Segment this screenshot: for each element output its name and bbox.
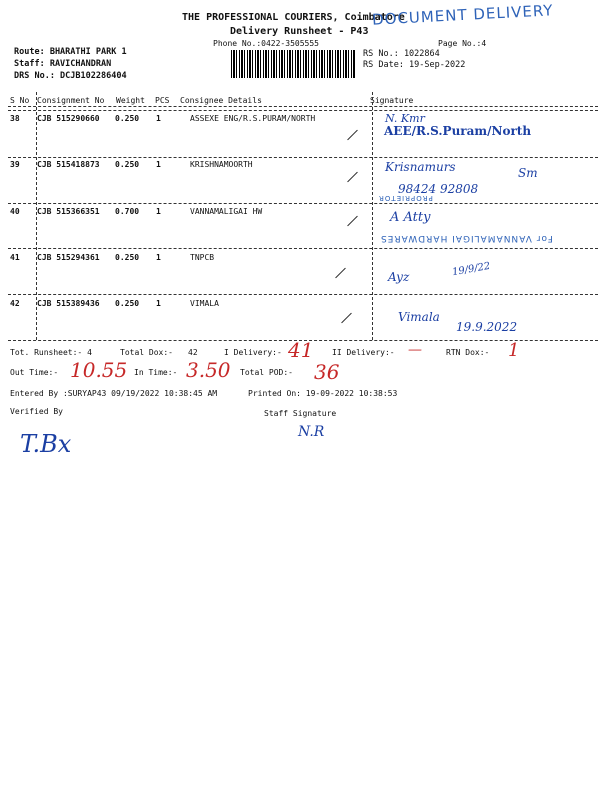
out-time-value: 10.55 <box>70 358 128 382</box>
entered-by: Entered By :SURYAP43 09/19/2022 10:38:45 AM <box>10 389 218 398</box>
total-dox-value: 42 <box>188 348 198 357</box>
signature-scribble: Ayz <box>388 270 410 284</box>
check-mark <box>347 130 358 141</box>
row-pcs: 1 <box>156 114 161 123</box>
check-mark <box>341 313 352 324</box>
drs-number: DRS No.: DCJB102286404 <box>14 71 127 81</box>
printed-on: Printed On: 19-09-2022 10:38:53 <box>248 389 398 398</box>
in-time-value: 3.50 <box>186 358 231 382</box>
row-consignment: CJB 515366351 <box>37 207 100 216</box>
check-mark <box>347 172 358 183</box>
row-sno: 38 <box>10 114 20 123</box>
signature-scribble: Krisnamurs <box>385 160 456 174</box>
signature-phone: 98424 92808 <box>398 182 479 196</box>
row-consignee: VIMALA <box>190 299 219 308</box>
col-weight: Weight <box>116 96 145 105</box>
col-sno: S No <box>10 96 30 105</box>
in-time-label: In Time:- <box>134 368 178 377</box>
hardwares-stamp: For VANNAMALIGAI HARDWARES <box>380 233 553 243</box>
staff: Staff: RAVICHANDRAN <box>14 59 112 69</box>
row-weight: 0.250 <box>115 160 140 169</box>
row-pcs: 1 <box>156 207 161 216</box>
ii-delivery-value: — <box>408 342 422 358</box>
row-pcs: 1 <box>156 299 161 308</box>
staff-signature-scribble: N.R <box>298 424 325 440</box>
row-sno: 40 <box>10 207 20 216</box>
row-weight: 0.250 <box>115 299 140 308</box>
signature-scribble: Sm <box>518 166 538 180</box>
verified-by-label: Verified By <box>10 407 63 416</box>
check-mark <box>335 268 346 279</box>
row-consignee: ASSEXE ENG/R.S.PURAM/NORTH <box>190 114 316 123</box>
route: Route: BHARATHI PARK 1 <box>14 47 127 57</box>
signature-stamp-text: AEE/R.S.Puram/North <box>384 124 532 138</box>
row-pcs: 1 <box>156 160 161 169</box>
row-consignee: TNPCB <box>190 253 215 262</box>
rtn-dox-label: RTN Dox:- <box>446 348 490 357</box>
signature-date: 19/9/22 <box>451 260 492 279</box>
row-sno: 42 <box>10 299 20 308</box>
row-consignment: CJB 515294361 <box>37 253 100 262</box>
signature-date: 19.9.2022 <box>456 320 518 334</box>
document-title: Delivery Runsheet - P43 <box>230 26 369 37</box>
col-signature: Signature <box>370 96 414 105</box>
barcode <box>231 50 355 78</box>
total-pod-value: 36 <box>314 360 340 384</box>
row-consignment: CJB 515418873 <box>37 160 100 169</box>
document-delivery-stamp: DOCUMENT DELIVERY <box>371 1 554 29</box>
tot-runsheet: Tot. Runsheet:- 4 <box>10 348 92 357</box>
signature-scribble: Vimala <box>398 310 440 324</box>
check-mark <box>347 216 358 227</box>
row-pcs: 1 <box>156 253 161 262</box>
col-pcs: PCS <box>155 96 170 105</box>
row-consignment: CJB 515389436 <box>37 299 100 308</box>
i-delivery-value: 41 <box>288 338 314 362</box>
col-consignment: Consignment No <box>37 96 105 105</box>
rtn-dox-value: 1 <box>508 340 520 361</box>
row-weight: 0.250 <box>115 253 140 262</box>
page-number: Page No.:4 <box>438 39 487 48</box>
total-dox-label: Total Dox:- <box>120 348 173 357</box>
phone-number: Phone No.:0422-3505555 <box>213 39 319 48</box>
rs-date: RS Date: 19-Sep-2022 <box>363 60 466 70</box>
row-weight: 0.700 <box>115 207 140 216</box>
row-consignee: KRISHNAMOORTH <box>190 160 253 169</box>
i-delivery-label: I Delivery:- <box>224 348 282 357</box>
verified-signature: T.Bx <box>20 430 72 458</box>
company-name: THE PROFESSIONAL COURIERS, Coimbatore <box>182 12 405 23</box>
staff-signature-label: Staff Signature <box>264 409 337 418</box>
rs-number: RS No.: 1022864 <box>363 49 440 59</box>
signature-scribble: N. Kmr <box>385 112 425 125</box>
row-sno: 41 <box>10 253 20 262</box>
proprietor-stamp: PROPRIETOR <box>378 194 433 202</box>
row-consignment: CJB 515290660 <box>37 114 100 123</box>
out-time-label: Out Time:- <box>10 368 59 377</box>
col-consignee: Consignee Details <box>180 96 262 105</box>
total-pod-label: Total POD:- <box>240 368 293 377</box>
row-sno: 39 <box>10 160 20 169</box>
row-consignee: VANNAMALIGAI HW <box>190 207 263 216</box>
row-weight: 0.250 <box>115 114 140 123</box>
signature-scribble: A Atty <box>390 210 431 225</box>
ii-delivery-label: II Delivery:- <box>332 348 395 357</box>
